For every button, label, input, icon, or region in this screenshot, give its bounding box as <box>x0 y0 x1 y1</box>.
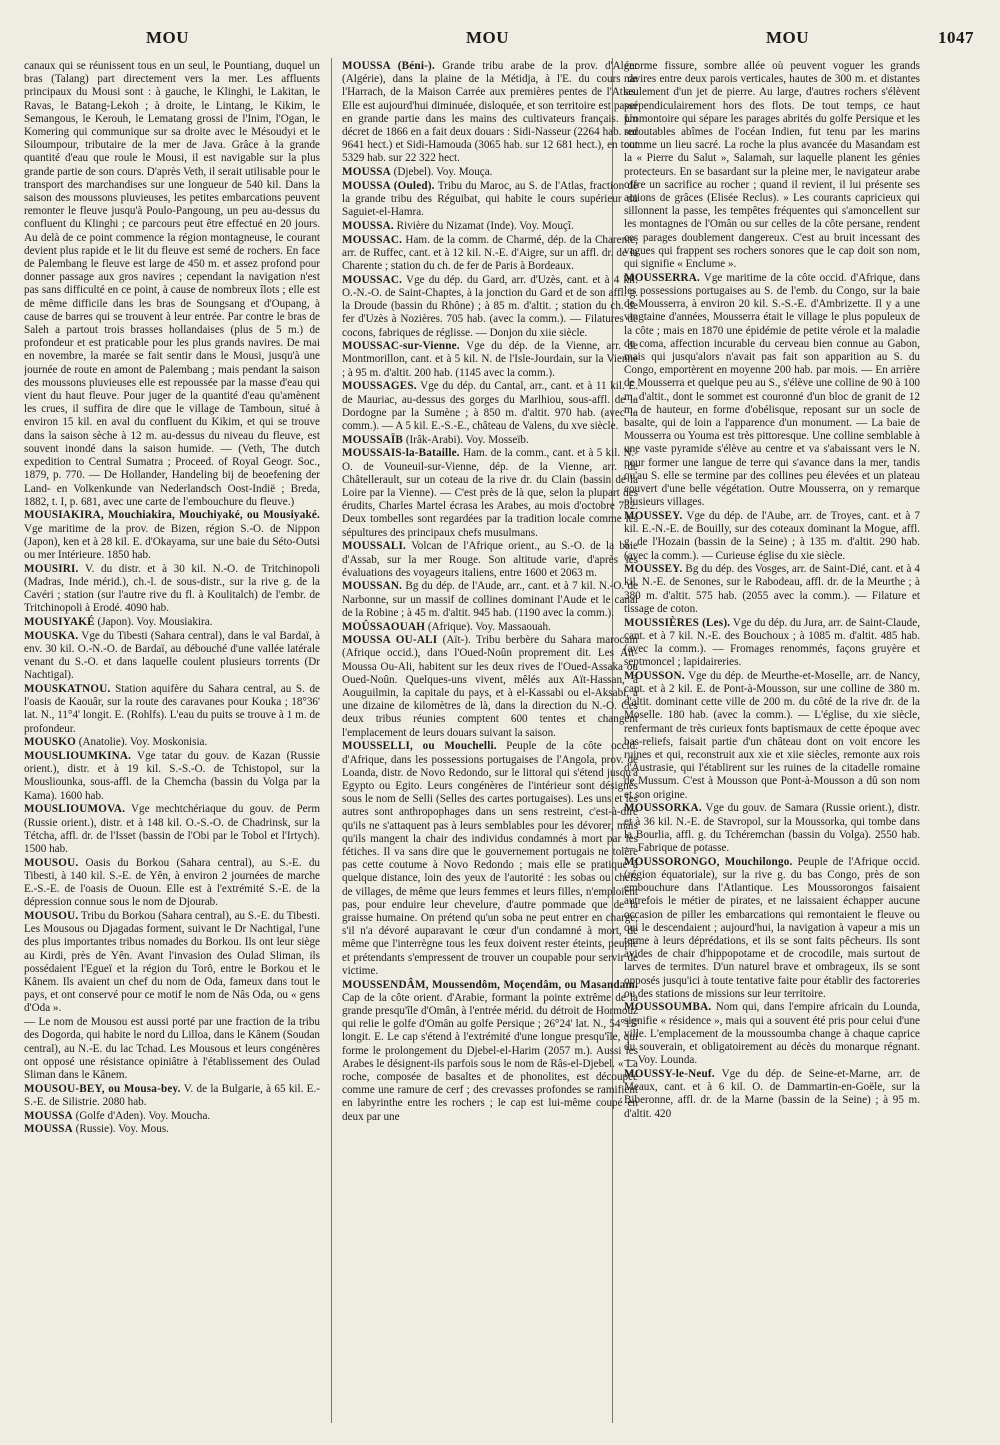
entry-headword: MOUSSAC. <box>342 273 403 286</box>
header-right: MOU <box>766 28 810 47</box>
entry-headword: MOUSSAÏB <box>342 433 404 446</box>
text-column-2 <box>342 60 638 1422</box>
dictionary-entry <box>342 60 638 166</box>
dictionary-entry <box>624 617 920 670</box>
entry-text: Tribu du Borkou (Sahara central), au S.-E. du Tibesti. Les Mousous ou Djagadas forment, suivant le Dr Nachtigal, l'une des plus importantes tribus nomades du Borkou. Ils ont leur siège au Kirdi, près de Yên. Avant l'invasion des Oulad Sliman, ils possédaient l'Egueï et la région du Torô, entre le Borkou et le Kânem. Ils avaient un chef du nom de Oda, fameux dans tout le pays, et ont conservé pour ce motif le nom de Nâs Oda, ou « gens d'Oda ». <box>24 910 320 1015</box>
dictionary-entry <box>24 910 320 1016</box>
dictionary-entry <box>24 1123 320 1136</box>
dictionary-entry <box>342 447 638 539</box>
entry-headword: MOUSSORKA. <box>624 802 702 815</box>
dictionary-entry <box>24 750 320 803</box>
entry-headword: MOUSOU-BEY, ou Mousa-bey. <box>24 1082 181 1095</box>
dictionary-entry <box>624 60 920 271</box>
dictionary-entry <box>624 563 920 616</box>
dictionary-entry <box>342 434 638 447</box>
entry-headword: MOUSKATNOU. <box>24 683 111 696</box>
entry-headword: MOUSSA <box>24 1123 73 1136</box>
entry-text: Peuple de la côte occid. d'Afrique, dans les possessions portugaises de l'Angola, prov. de Loanda, distr. de Novo Redondo, sur le littoral qui s'étend jusqu'à Egypto ou Egito. Leurs congénères de l'intérieur sont désignés sous le nom de Selli (Selles des cartes portugaises). Les uns et les autres sont anthropophages dans un sens restreint, c'est-à-dire qu'ils ne s'attaquent pas à leurs semblables pour les dévorer, mais qu'ils mangent la chair des individus condamnés à mort par les fétiches. Il va sans dire que le gouvernement portugais ne tolère pas cette coutume à Novo Redondo ; mais elle se pratique à quelque distance, loin des yeux de l'autorité : les sobas ou chefs de villages, de même que leurs femmes et leurs filles, n'emploient pas, pour enduire leur chevelure, d'autre pommade que de la graisse humaine. On prétend qu'un soba ne peut entrer en charge, s'il n'a dévoré auparavant le cœur d'un condamné à mort, de même que l'interrègne tous les feux doivent rester éteints, peuple et prétendants s'empressent de trouver un coupable pour servir de victime. <box>342 740 638 977</box>
entry-text: Vge du dép. du Cantal, arr., cant. et à 11 kil. E. de Mauriac, au-dessus des gorges du Marlhiou, sous-affl. de la Dordogne par la Sumène ; à 850 m. d'altit. 970 hab. (avec la comm.). — A 5 kil. E.-S.-E., château de Valens, du xve siècle. <box>342 380 638 432</box>
entry-headword: MOUSSALI. <box>342 540 407 553</box>
dictionary-entry <box>342 220 638 233</box>
entry-text: Vge tatar du gouv. de Kazan (Russie orient.), distr. et à 19 kil. S.-S.-O. de Tchistopol, sur la Mousliounka, sous-affl. de la Chemcha (bassin du Volga par la Kama). 1600 hab. <box>24 750 320 802</box>
entry-headword: MOUSSENDÂM, Moussendôm, Moçendâm, ou Masandam. <box>342 978 638 991</box>
entry-headword: MOUSOU. <box>24 910 79 922</box>
dictionary-entry <box>624 272 920 510</box>
entry-text: Peuple de l'Afrique occid. (région équatoriale), sur la rive g. du bas Congo, près de son embouchure dans l'Atlantique. Les Moussorongos faisaient autrefois le métier de pirates, et ne laissaient échapper aucune occasion de piller les embarcations qui remontaient le fleuve ou qui le descendaient ; aujourd'hui, la navigation à vapeur a mis un terme à leurs déprédations, et ils se sont faits pêcheurs. Ils sont avides de chair d'hippopotame et de crocodile, mais surtout de larves de termites. D'un naturel brave et ombrageux, ils se sont opposés jusqu'ici à toute tentative faite pour établir des factoreries ou des stations de missions sur leur territoire. <box>624 855 920 1000</box>
entry-text: (Golfe d'Aden). Voy. Moucha. <box>75 1109 211 1122</box>
dictionary-entry <box>342 621 638 634</box>
dictionary-entry <box>24 736 320 749</box>
dictionary-entry <box>24 509 320 562</box>
entry-text: énorme fissure, sombre allée où peuvent voguer les grands navires entre deux parois verticales, hautes de 300 m. et distantes seulement d'un jet de pierre. Au large, d'autres rochers s'élèvent perpendiculairement hors des flots. De tout temps, ce haut promontoire qui sépare les parages abrités du golfe Persique et les redoutables abîmes de l'océan Indien, fut tenu par les marins comme un lieu sacré. La roche la plus avancée du Masandam est la « Pierre du Salut », Salamah, sur laquelle planent les génies protecteurs. En se basardant sur la pleine mer, le navigateur arabe offre un sacrifice au rocher ; quand il revient, il lui présente ses actions de grâces (Elisée Reclus). » Les courants capricieux qui sillonnent la passe, les tempêtes fréquentes qui s'amoncellent sur les montagnes de l'Omân ou sur celles de la côte persane, rendent ces parages doublement dangereux. C'est au bruit incessant des vagues qui frappent ses rochers sonores que le cap doit son nom, qui signifie « Enclume ». <box>624 60 920 271</box>
dictionary-entry <box>342 166 638 179</box>
text-column-3 <box>624 60 920 1422</box>
dictionary-entry <box>624 510 920 563</box>
entry-text: V. du distr. et à 30 kil. N.-O. de Tritchinopoli (Madras, Inde mérid.), ch.-l. de sous-distr., sur la rive g. de la Cavéri ; station (sur l'autre rive du fl. à Koulitalch) de l'embr. de Tritchinopoli à Erodé. 4090 hab. <box>24 562 320 615</box>
dictionary-entry <box>624 1068 920 1121</box>
dictionary-entry <box>342 634 638 740</box>
entry-headword: MOUSIYAKÉ <box>24 616 95 629</box>
entry-text: Volcan de l'Afrique orient., au S.-O. de la baie d'Assab, sur la mer Rouge. Son altitude varie, d'après les évaluations des voyageurs italiens, entre 1600 et 2063 m. <box>342 540 638 579</box>
header-center: MOU <box>466 28 510 47</box>
entry-headword: MOUSSAN. <box>342 580 403 593</box>
entry-text: canaux qui se réunissent tous en un seul, le Pountiang, duquel un bras (Talang) part directement vers la mer. Les affluents principaux du Mousi sont : à gauche, le Klinghi, le Lakitan, le Ravas, le Batang-Lekoh ; à droite, le Lintang, le Kikim, le Semangous, le Kerouh, le Lematang grossi de l'Inim, l'Ogan, le Komering qui communique sur sa droite avec le Mésoudyi et le Siloumpour, tributaire de la mer de Java. Grâce à la grande quantité d'eau que roule le Mousi, il est navigable sur la plus grande partie de son cours. D'après Veth, il serait utilisable pour le transport des marchandises sur une longueur de 540 kil. Dans la saison des moussons pluvieuses, les petites embarcations peuvent remonter le fleuve jusqu'à Poulo-Pangoung, un peu au-dessus du confluent du Klinghi ; ce parcours peut être effectué en 20 jours. Au delà de ce point commence la région montagneuse, le courant devient plus rapide et le lit du fleuve est semé de rochers. En face de Palembang le fleuve est large de 450 m. et assez profond pour donner passage aux gros navires ; cependant la navigation n'est pas sans difficulté en ce point, à cause de nombreux îlots ; elle est de même difficile dans les bras de Soungsang et d'Oupang, à cause de barres qui se trouvent à leur entrée. Par contre le bras de Saleh a partout trois brasses hollandaises (plus de 5 m.) de profondeur et est praticable pour les plus grands navires. De mai en novembre, la marée se fait sentir dans le Mousi, jusqu'à une journée de route en amont de Palembang ; mais pendant la saison des moussons pluvieuses elle est repoussée par la masse d'eau qui vient du haut fleuve. Pour juger de la quantité d'eau qu'amènent les crues, il suffira de dire que le village de Tamboun, situé à environ 15 kil. en aval du confluent du Kikim, et qui se trouve dans la saison sèche à 12 m. au-dessus du niveau du fleuve, est souvent inondé dans la saison humide. — (Veth, The dutch expedition to Central Sumatra ; Proceed. of Royal Geogr. Soc., 1879, p. 770. — De Hollander, Handeling bij de beoefening der Land- en Volkenkunde van Nederlandsch Oost-Indië ; Breda, 1882, t. I, p. 681, avec une carte de l'embouchure du fleuve.) <box>24 60 320 508</box>
entry-text: Vge du dép. du Gard, arr. d'Uzès, cant. et à 4 kil. O.-N.-O. de Saint-Chaptes, à la jonction du Gard et de son affl. g. la Droude (bassin du Rhône) ; à 85 m. d'altit. ; station du ch. de fer d'Uzès à Nozières. 705 hab. (avec la comm.). — Filatures de cocons, fabriques de réglisse. — Donjon du xiie siècle. <box>342 273 638 339</box>
dictionary-entry <box>342 380 638 433</box>
entry-text: Vge du gouv. de Samara (Russie orient.), distr. et à 36 kil. N.-E. de Stavropol, sur la Moussorka, qui tombe dans la Bourlia, affl. g. du Tchéremchan (bassin du Volga). 2550 hab. — Fabrique de potasse. <box>624 802 920 854</box>
entry-text: (Afrique). Voy. Massaouah. <box>427 620 551 633</box>
entry-headword: MOUSSAC-sur-Vienne. <box>342 340 460 353</box>
entry-text: V. de la Bulgarie, à 65 kil. E.-S.-E. de Silistrie. 2080 hab. <box>24 1082 320 1108</box>
text-column-1 <box>24 60 320 1422</box>
entry-text: (Irâk-Arabi). Voy. Mosseïb. <box>405 433 529 446</box>
entry-headword: MOUSSELLI, ou Mouchelli. <box>342 740 497 753</box>
dictionary-entry <box>24 616 320 629</box>
entry-headword: MOUSSON. <box>624 669 685 682</box>
entry-text: Rivière du Nizamat (Inde). Voy. Mouçî. <box>396 219 574 232</box>
entry-headword: MOUSLIOUMKINA. <box>24 750 132 763</box>
entry-headword: MOUSSY-le-Neuf. <box>624 1067 715 1080</box>
entry-headword: MOUSLIOUMOVA. <box>24 803 126 816</box>
dictionary-entry <box>342 234 638 274</box>
entry-headword: MOUSIRI. <box>24 562 79 575</box>
dictionary-entry <box>24 60 320 509</box>
entry-text: Station aquifère du Sahara central, au S. de l'oasis de Kaouâr, sur la route des caravanes pour Kouka ; 18°36' lat. N., 11°4' longit. E. (Rohlfs). L'eau du puits se trouve à 1 m. de profondeur. <box>24 683 320 735</box>
dictionary-entry <box>342 180 638 220</box>
entry-headword: MOUSSEY. <box>624 509 683 522</box>
entry-text: Bg du dép. des Vosges, arr. de Saint-Dié, cant. et à 4 kil. N.-E. de Senones, sur le Rabodeau, affl. dr. de la Meurthe ; à 380 m. d'altit. 575 hab. (2055 avec la comm.). — Filature et tissage de coton. <box>624 563 920 615</box>
entry-text: (Russie). Voy. Mous. <box>75 1123 169 1136</box>
entry-text: (Aït-). Tribu berbère du Sahara marocain (Afrique occid.), dans l'Oued-Noûn proprement dit. Les Aït-Moussa Ou-Ali, habitent sur les deux rives de l'Oued-Assaka ou Oued-Noûn. Quelques-uns vivent, mêlés aux Aït-Hassan, à Aouguilmin, la capitale du pays, et à el-Kassabi ou el-Aksabi, à une dizaine de kilomètres de là, dans la direction du N.-O. Ces deux tribus réunies comptent 600 tentes et changent l'emplacement de leurs douars suivant la saison. <box>342 634 638 739</box>
entry-headword: MOUSKA. <box>24 629 79 642</box>
entry-headword: MOUSSAGES. <box>342 380 417 393</box>
dictionary-entry <box>24 1016 320 1082</box>
entry-headword: MOUSSA <box>24 1109 73 1122</box>
entry-headword: MOUSSA. <box>342 219 394 232</box>
entry-text: Oasis du Borkou (Sahara central), au S.-E. du Tibesti, à 140 kil. S.-E. de Yên, à environ 2 journées de marche E.-S.-E. de l'oasis de Ououn. Elle est à l'extrémité S.-E. de la dépression connue sous le nom de Djourab. <box>24 856 320 909</box>
entry-text: Vge du dép. de Seine-et-Marne, arr. de Meaux, cant. et à 6 kil. O. de Dammartin-en-Goële, sur la Biberonne, affl. dr. de la Marne (bassin de la Seine) ; à 95 m. d'altit. 420 <box>624 1067 920 1120</box>
entry-text: Ham. de la comm. de Charmé, dép. de la Charente, arr. de Ruffec, cant. et à 12 kil. N.-E. d'Aigre, sur un affl. dr. de la Charente ; station du ch. de fer de Paris à Bordeaux. <box>342 233 638 273</box>
entry-headword: MOUSSA <box>342 166 391 179</box>
entry-text: Vge du Tibesti (Sahara central), dans le val Bardaï, à env. 30 kil. O.-N.-O. de Bardaï, au débouché d'une vallée latérale venant du S.-O. et dans laquelle coulent plusieurs torrents (Dr Nachtigal). <box>24 629 320 682</box>
entry-headword: MOUSSA (Béni-). <box>342 60 435 72</box>
entry-text: Vge du dép. de Meurthe-et-Moselle, arr. de Nancy, cant. et à 2 kil. E. de Pont-à-Mousson, sur une colline de 380 m. d'altit. dominant cette ville de 200 m. du côté de la rive dr. de la Moselle. 180 hab. (avec la comm.). — L'église, du xie siècle, renfermant de très curieux fonts baptismaux de cette époque avec bas-reliefs, faisait partie d'un château dont on voit encore les ruines et qui, reconstruit aux xie et xiie siècles, remonte aux rois d'Austrasie, qui l'établirent sur les ruines de la citadelle romaine de Mussum. C'est à Mousson que Pont-à-Mousson a dû son nom et son origine. <box>624 669 920 801</box>
entry-headword: MOUSSORONGO, Mouchilongo. <box>624 855 793 868</box>
dictionary-entry <box>342 740 638 978</box>
entry-headword: MOUSKO <box>24 736 76 749</box>
dictionary-entry <box>342 580 638 620</box>
entry-headword: MOUSSERRA. <box>624 271 700 284</box>
entry-text: Vge du dép. de la Vienne, arr. de Montmorillon, cant. et à 5 kil. N. de l'Isle-Jourdain, sur la Vienne ; à 95 m. d'altit. 200 hab. (1145 avec la comm.). <box>342 340 638 379</box>
entry-text: Vge du dép. du Jura, arr. de Saint-Claude, cant. et à 7 kil. N.-E. des Bouchoux ; à 1085 m. d'altit. 485 hab. (avec la comm.). — Fromages renommés, façons gruyère et septmoncel ; lapidaireries. <box>624 616 920 669</box>
entry-headword: MOUSSAIS-la-Bataille. <box>342 447 460 460</box>
dictionary-entry <box>624 1001 920 1067</box>
dictionary-entry <box>342 340 638 380</box>
entry-text: Tribu du Maroc, au S. de l'Atlas, fraction de la grande tribu des Réguibat, qui habite le cours supérieur du Saguiet-el-Hamra. <box>342 179 638 219</box>
entry-headword: MOUSSIÈRES (Les). <box>624 616 731 629</box>
dictionary-entry <box>24 857 320 910</box>
dictionary-entry <box>24 683 320 736</box>
entry-text: Cap de la côte orient. d'Arabie, formant la pointe extrême de la grande presqu'île d'Omân, à l'entrée mérid. du détroit de Hormouz qui relie le golfe d'Omân au golfe Persique ; 26°24' lat. N., 54°15' longit. E. Le cap s'étend à l'extrémité d'une longue presqu'île, qui forme le prolongement du Djebel-el-Harim (2057 m.). Aussi les Arabes le désignent-ils parfois sous le nom de Râs-el-Djebel. « La roche, composée de basaltes et de phonolites, est découpée comme une ramure de cerf ; des crevasses profondes se ramifient en labyrinthe entre les rochers ; le cap est lui-même coupé en deux par une <box>342 991 638 1123</box>
entry-text: — Le nom de Mousou est aussi porté par une fraction de la tribu des Dogorda, qui habite le nord du Lilloa, dans le Kânem (Soudan central), au N.-E. du lac Tchad. Les Mousous et leurs congénères ont opposé une résistance opiniâtre à l'établissement des Oulad Sliman dans le Kânem. <box>24 1016 320 1081</box>
dictionary-entry <box>624 856 920 1001</box>
entry-text: Ham. de la comm., cant. et à 5 kil. N.-O. de Vouneuil-sur-Vienne, dép. de la Vienne, arr. de Châtellerault, sur un coteau de la rive dr. du Clain (bassin de la Loire par la Vienne). — C'est près de là que, selon la plupart des érudits, Charles Martel écrasa les Arabes, au mois d'octobre 732. Deux tombelles sont regardées par la tradition locale comme les sépultures des principaux chefs musulmans. <box>342 447 638 539</box>
entry-headword: MOUSOU. <box>24 856 79 869</box>
entry-text: Vge du dép. de l'Aube, arr. de Troyes, cant. et à 7 kil. E.-N.-E. de Bouilly, sur des coteaux dominant la Mogue, affl. g. de l'Hozain (bassin de la Seine) ; à 135 m. d'altit. 290 hab. (avec la comm.). — Curieuse église du xie siècle. <box>624 509 920 562</box>
entry-headword: MOUSIAKIRA, Mouchiakira, Mouchiyaké, ou Mousiyaké. <box>24 509 320 522</box>
dictionary-entry <box>24 803 320 856</box>
header-left: MOU <box>146 28 190 47</box>
dictionary-entry <box>24 1083 320 1109</box>
column-divider <box>331 58 332 1423</box>
entry-text: Nom qui, dans l'empire africain du Lounda, signifie « résidence », mais qui a souvent été pris pour celui d'une ville. L'emplacement de la moussoumba change à chaque caprice du souverain, et obligatoirement au décès du monarque régnant. — Voy. Lounda. <box>624 1001 920 1067</box>
entry-text: (Djebel). Voy. Mouça. <box>393 166 493 179</box>
dictionary-entry <box>342 540 638 580</box>
entry-text: Bg du dép. de l'Aude, arr., cant. et à 7 kil. N.-O. de Narbonne, sur un massif de collines dominant l'Aude et le canal de la Robine ; à 45 m. d'altit. 945 hab. (1190 avec la comm.). <box>342 580 638 619</box>
entry-headword: MOÛSSAOUAH <box>342 620 426 633</box>
dictionary-entry <box>624 670 920 802</box>
entry-text: Vge maritime de la prov. de Bizen, région S.-O. de Nippon (Japon), ken et à 28 kil. E. d'Okayama, sur une baie du Séto-Outsi ou mer Intérieure. 1850 hab. <box>24 522 320 562</box>
entry-text: (Anatolie). Voy. Moskonisia. <box>78 736 208 749</box>
dictionary-entry <box>342 274 638 340</box>
dictionary-entry <box>24 563 320 616</box>
entry-text: Grande tribu arabe de la prov. d'Alger (Algérie), dans la plaine de la Métidja, à l'E. du cours de l'Harrach, de la Maison Carrée aux premières pentes de l'Atlas. Elle est aujourd'hui diminuée, disloquée, et son territoire est passé en grande partie dans les mains des cultivateurs français. Un décret de 1866 en a fait deux douars : Sidi-Nasseur (2264 hab. sur 9641 hect.) et Sidi-Hamouda (3065 hab. sur 12 681 hect.), en tout 5329 hab. sur 22 322 hect. <box>342 60 638 165</box>
entry-headword: MOUSSA (Ouled). <box>342 179 435 192</box>
entry-headword: MOUSSA OU-ALI <box>342 634 438 647</box>
entry-headword: MOUSSAC. <box>342 233 403 246</box>
entry-headword: MOUSSOUMBA. <box>624 1001 712 1014</box>
entry-text: Vge maritime de la côte occid. d'Afrique, dans les possessions portugaises au S. de l'emb. du Congo, sur la baie de Mousserra, à environ 20 kil. S.-S.-E. d'Ambrizette. Il y a une vingtaine d'années, Mousserra était le village le plus populeux de la côte ; mais en 1870 une épidémie de petite vérole et la maladie du coma, affection incurable du cerveau bien connue au Gabon, mais qui jusqu'alors n'avait pas fait son apparition au S. du Congo, emportèrent en moyenne 200 hab. par mois. — En arrière de Mousserra et quelque peu au S., s'élève une colline de 90 à 100 m. d'altit., dont le sommet est couronné d'un bloc de granit de 12 m. de hauteur, en forme d'obélisque, reposant sur un socle de basalte, qui de loin a l'apparence d'un monument. — La baie de Mousserra ou Youma est très pittoresque. Une colline semblable à une vaste pyramide s'élève au centre et va s'abaissant vers le N. pour former une langue de terre qui s'avance dans la mer, tandis qu'au S. elle se termine par des collines peu élevées et un plateau couvert d'une belle végétation. Outre Mousserra, on y remarque plusieurs villages. <box>624 271 920 509</box>
page-number: 1047 <box>938 28 974 47</box>
dictionary-entry <box>342 979 638 1124</box>
entry-text: Vge mechtchériaque du gouv. de Perm (Russie orient.), distr. et à 148 kil. O.-S.-O. de Chadrinsk, sur la Tétcha, affl. dr. de l'Isset (bassin de l'Obi par le Tobol et l'Irtych). 1500 hab. <box>24 803 320 855</box>
running-header <box>24 28 974 52</box>
dictionary-entry <box>24 630 320 683</box>
entry-headword: MOUSSEY. <box>624 563 683 576</box>
entry-text: (Japon). Voy. Mousiakira. <box>97 616 213 629</box>
dictionary-entry <box>24 1110 320 1123</box>
dictionary-entry <box>624 802 920 855</box>
